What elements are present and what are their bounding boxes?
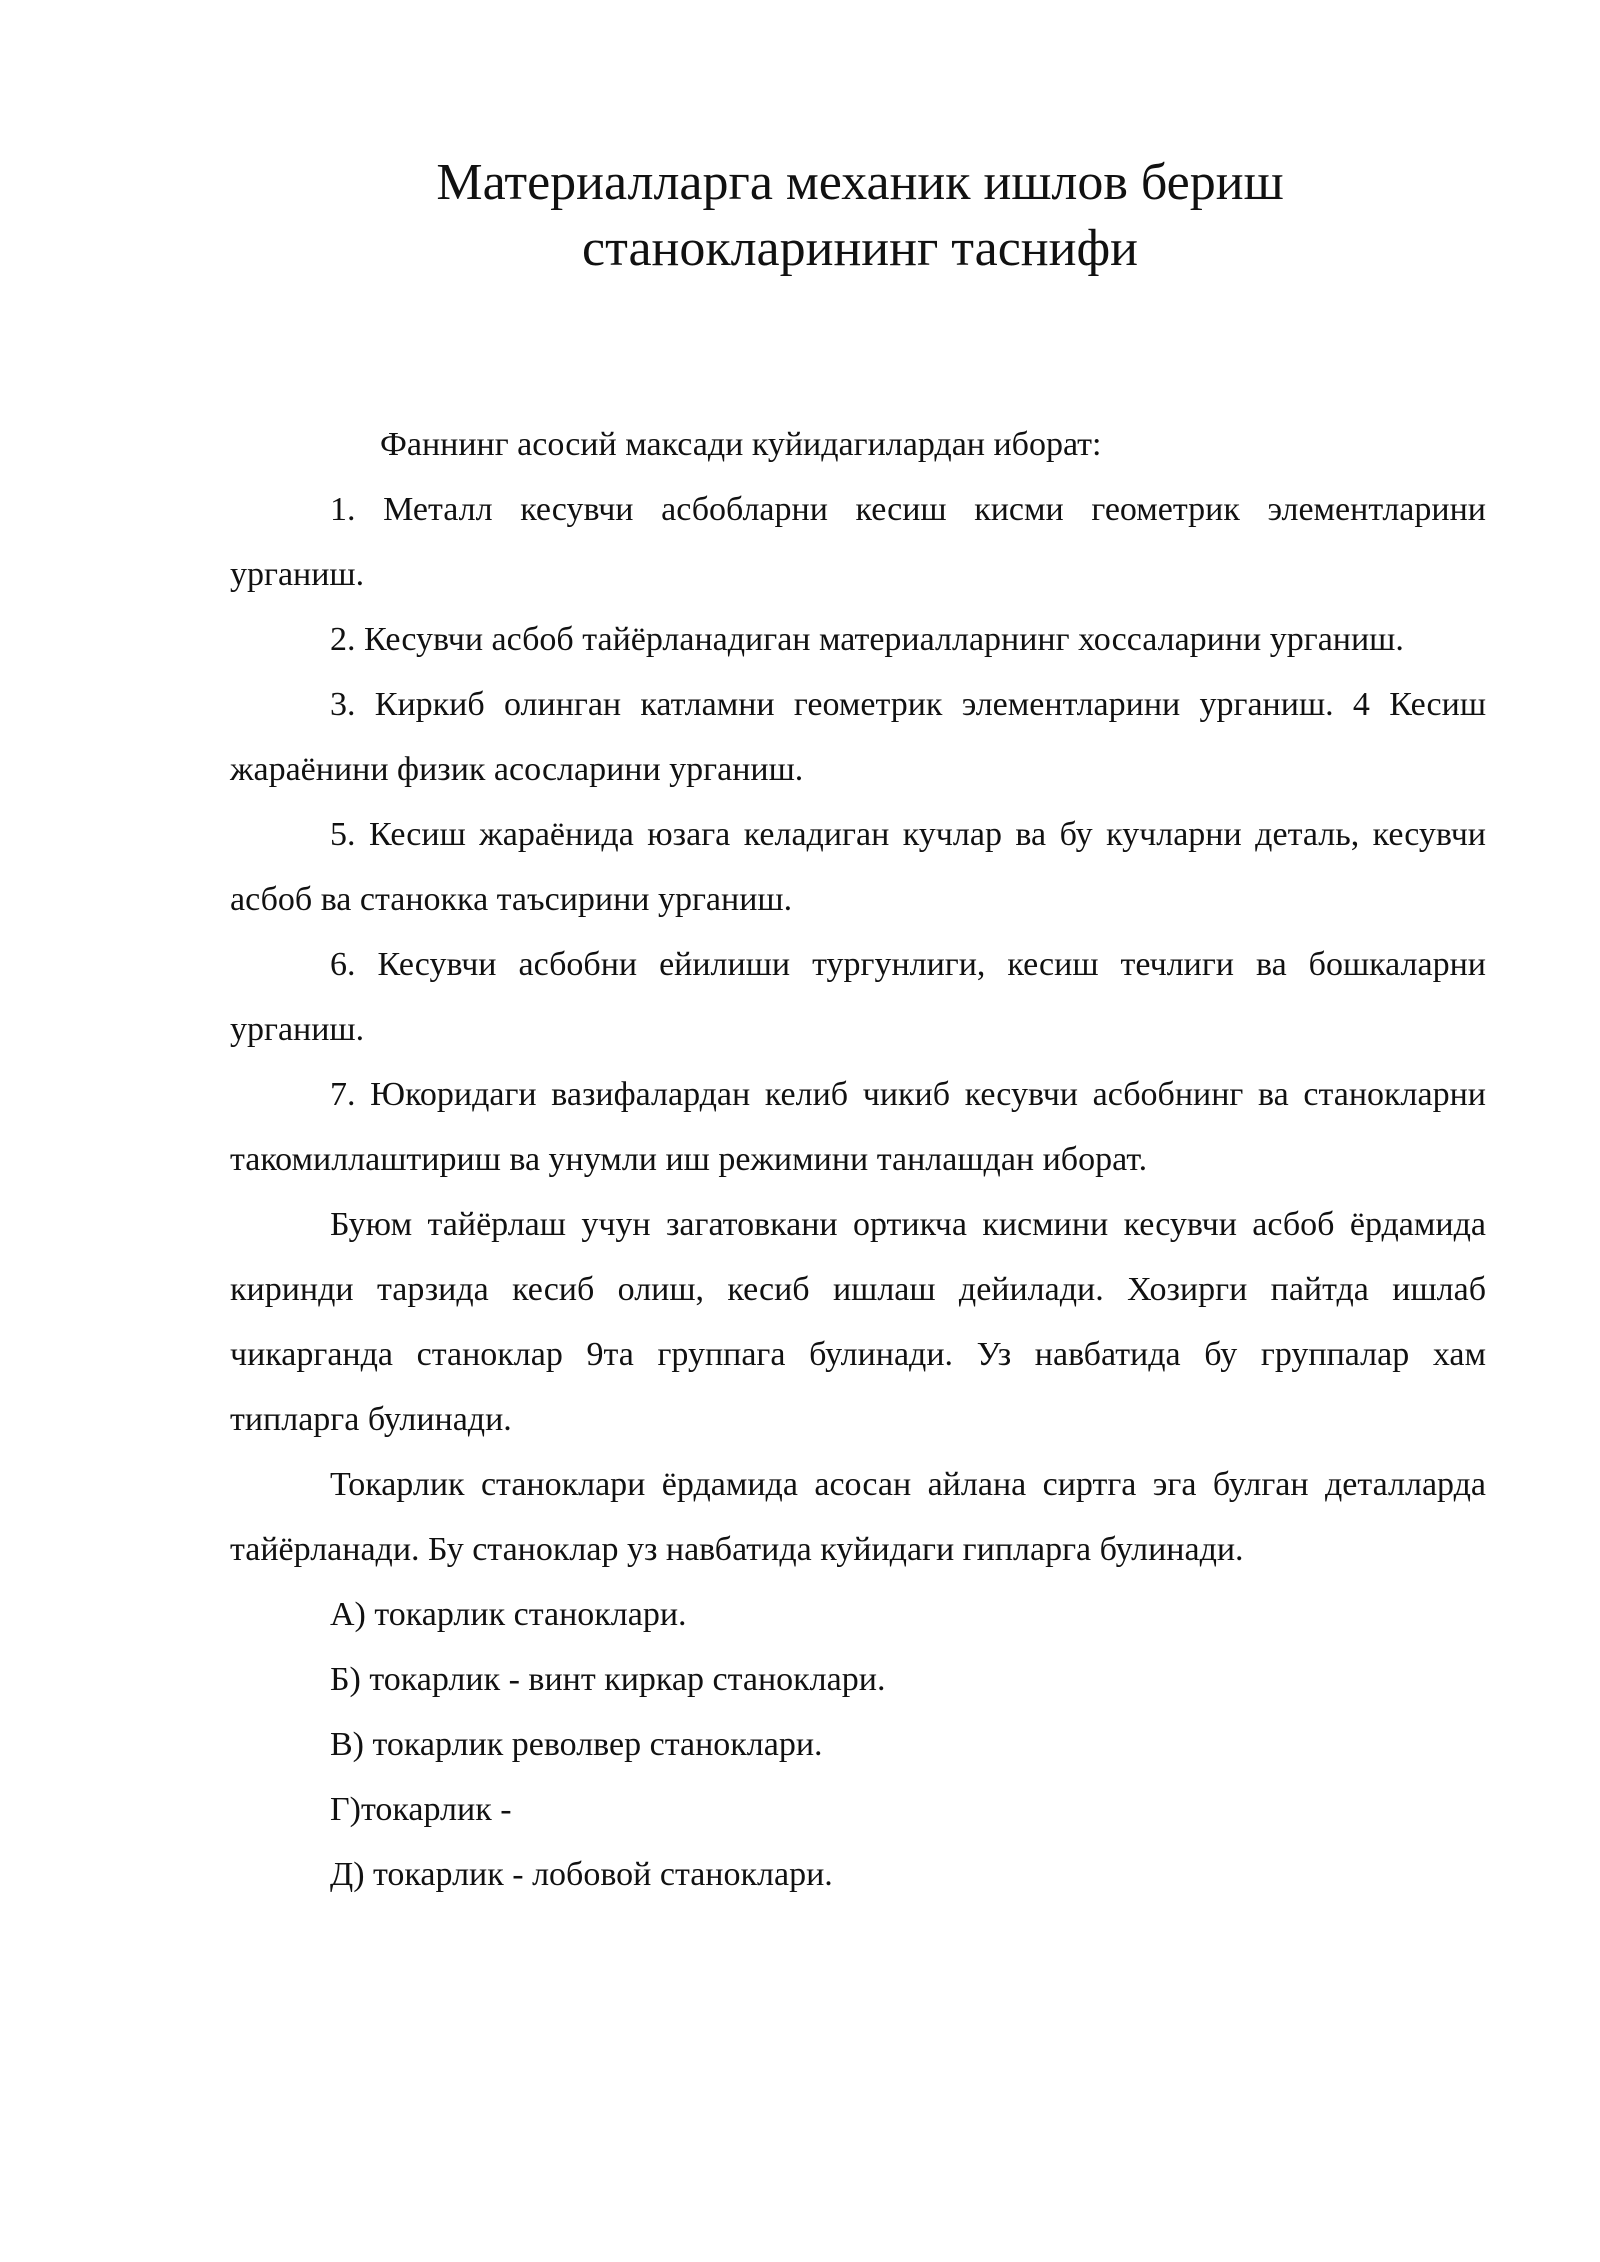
type-item-v: В) токарлик револвер станоклари. (330, 1726, 823, 1763)
type-item-d: Д) токарлик - лобовой станоклари. (330, 1856, 833, 1893)
goal-item-3: 3. Киркиб олинган катламни геометрик элементларини урганиш. 4 Кесиш жараёнини физик асосларини урганиш. (230, 686, 1486, 788)
type-item-g: Г)токарлик - (330, 1791, 512, 1828)
title-line-1: Материалларга механик ишлов бериш (436, 154, 1284, 211)
goal-item-6: 6. Кесувчи асбобни ейилиши тургунлиги, кесиш течлиги ва бошкаларни урганиш. (230, 946, 1486, 1048)
lathe-paragraph: Токарлик станоклари ёрдамида асосан айлана сиртга эга булган деталларда тайёрланади. Бу станоклар уз навбатида куйидаги гипларга булинади. (230, 1466, 1486, 1568)
document-body (230, 412, 1486, 1907)
type-item-b: Б) токарлик - винт киркар станоклари. (330, 1661, 886, 1698)
goal-item-7: 7. Юкоридаги вазифалардан келиб чикиб кесувчи асбобнинг ва станокларни такомиллаштириш ва унумли иш режимини танлашдан иборат. (230, 1076, 1486, 1178)
cutting-definition-paragraph: Буюм тайёрлаш учун загатовкани ортикча кисмини кесувчи асбоб ёрдамида киринди тарзида кесиб олиш, кесиб ишлаш дейилади. Хозирги пайтда ишлаб чикарганда станоклар 9та группага булинади. Уз навбатида бу группалар хам типларга булинади. (230, 1206, 1486, 1438)
page-title (330, 150, 1390, 282)
title-line-2: станокларининг таснифи (582, 220, 1138, 277)
intro-paragraph: Фаннинг асосий максади куйидагилардан иборат: (380, 426, 1102, 463)
type-item-a: А) токарлик станоклари. (330, 1596, 687, 1633)
goal-item-2: 2. Кесувчи асбоб тайёрланадиган материалларнинг хоссаларини урганиш. (330, 621, 1404, 658)
goal-item-1: 1. Металл кесувчи асбобларни кесиш кисми геометрик элементларини урганиш. (230, 491, 1486, 593)
goal-item-5: 5. Кесиш жараёнида юзага келадиган кучлар ва бу кучларни деталь, кесувчи асбоб ва станокка таъсирини урганиш. (230, 816, 1486, 918)
